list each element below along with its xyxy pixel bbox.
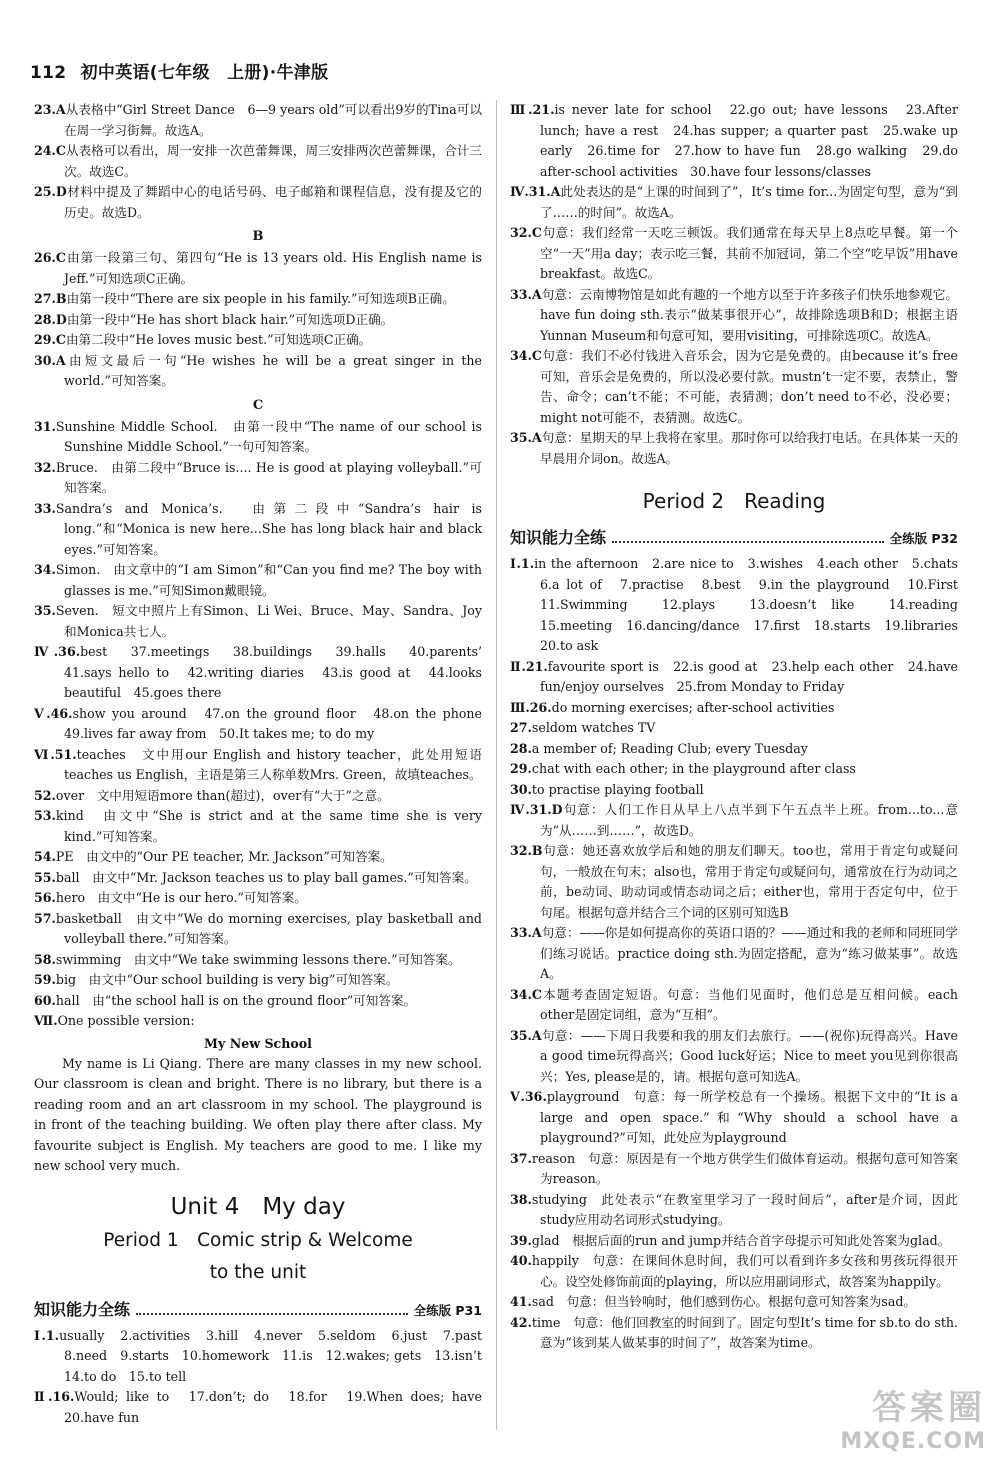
answer-item [34, 499, 482, 561]
answer-item [34, 970, 482, 991]
right-column [510, 100, 971, 1354]
answer-item [34, 704, 495, 745]
answer-text: Would; like to 17.don’t; do 18.for 19.When does; have 20.have fun [64, 1389, 495, 1425]
answer-text: 句意：——你是如何提高你的英语口语的？——通过和我的老师和同班同学们练习说话。practice doing sth.为固定搭配，意为“练习做某事”。故选A。 [540, 925, 958, 981]
answer-text: sad 句意：但当铃响时，他们感到伤心。根据句意可知答案为sad。 [531, 1294, 917, 1309]
answer-number: Ⅳ.31.A [510, 184, 561, 199]
answer-number: 29.C [34, 332, 66, 347]
answer-number: Ⅵ.51. [34, 746, 77, 762]
exercise-section-label: 知识能力全练 [34, 1299, 131, 1319]
answer-item [510, 698, 958, 719]
answer-number: 33.A [510, 286, 542, 302]
answer-number: Ⅲ.21. [510, 102, 555, 117]
exercise-section-label: 知识能力全练 [510, 528, 607, 547]
answer-number: 35.A [510, 1027, 542, 1043]
answer-item [510, 428, 958, 469]
answer-number: Ⅱ.21. [510, 658, 548, 674]
answer-number: 24.C [34, 143, 66, 158]
answer-number: Ⅲ.26. [510, 699, 552, 715]
answer-number: 27.B [34, 291, 67, 306]
answer-text: do morning exercises; after-school activities [551, 699, 835, 715]
period-title: Period 2 Reading [642, 489, 826, 513]
answer-text: best 37.meetings 38.buildings 39.halls 40.parents’ 41.says hello to 42.writing diaries 43.is good at 44.looks beautiful 45.goes there [64, 644, 495, 700]
answer-text: 句意：我们不必付钱进入音乐会，因为它是免费的。由because it’s free可知，音乐会是免费的，所以没必要付款。mustn’t一定不要，表禁止，警告、命令；can’t不能；不可能，表猜测；don’t need to不必，没必要；might not可能不，表猜测。故选C。 [540, 348, 958, 425]
answer-number: 39. [510, 1232, 532, 1248]
answer-text: a member of; Reading Club; every Tuesday [531, 740, 808, 756]
answer-number: 56. [34, 890, 56, 905]
answer-text: ball 由文中“Mr. Jackson teaches us to play ball games.”可知答案。 [55, 869, 477, 885]
answer-list [34, 417, 495, 1032]
answer-item [510, 780, 958, 801]
answer-item [510, 800, 958, 841]
answer-number: 29. [510, 761, 532, 776]
exercise-section-bar [34, 1297, 482, 1320]
answer-item [510, 718, 958, 739]
answer-item [510, 285, 958, 347]
answer-number: 32.B [510, 843, 543, 858]
answer-text: Sunshine Middle School. 由第一段中“The name of our school is Sunshine Middle School.”一句可知答案。 [55, 418, 482, 454]
answer-number: 34. [34, 562, 56, 577]
answer-item [34, 909, 482, 950]
answer-item [34, 182, 482, 223]
answer-number: 38. [510, 1191, 532, 1207]
answer-list [510, 554, 971, 1354]
answer-item [34, 100, 482, 141]
exercise-page-ref: 全练版 P32 [889, 531, 958, 546]
column-divider [496, 100, 497, 1430]
answer-text: teaches 文中用our English and history teacher，此处用短语teaches us English，主语是第三人称单数Mrs. Green，故填teaches。 [64, 746, 482, 782]
answer-list [510, 100, 958, 469]
answer-item [510, 1026, 958, 1088]
dotted-leader [136, 1313, 408, 1315]
answer-item [510, 739, 958, 760]
answer-number: 40. [510, 1253, 532, 1268]
answer-number: 35.A [510, 430, 542, 445]
watermark-url: MXQE.COM [840, 1429, 986, 1454]
answer-item [510, 346, 958, 428]
answer-number: 58. [34, 951, 56, 967]
answer-text: seldom watches TV [531, 720, 656, 735]
watermark-logo [840, 1380, 986, 1454]
essay-title: My New School [204, 1035, 312, 1051]
answer-item [34, 991, 482, 1012]
answer-number: Ⅰ.1. [510, 556, 535, 571]
answer-item [510, 841, 958, 923]
answer-text: 句意：云南博物馆是如此有趣的一个地方以至于许多孩子们快乐地参观它。have fun doing sth.表示“做某事很开心”，故排除选项B和D；根据主语Yunnan Museum和句意可知，要用visiting，可排除选项C。故选A。 [540, 286, 958, 343]
answer-text: 材料中提及了舞蹈中心的电话号码、电子邮箱和课程信息，没有提及它的历史。故选D。 [64, 184, 482, 220]
answer-number: 28. [510, 740, 532, 756]
answer-item [510, 759, 958, 780]
answer-number: 60. [34, 992, 56, 1008]
answer-item [34, 141, 482, 182]
answer-text: playground 句意：每一所学校总有一个操场。根据下文中的“It is a large and open space.”和“Why should a school have a playground?”可知，此处应为playground [540, 1089, 958, 1145]
answer-item [34, 847, 482, 868]
answer-item [34, 642, 495, 704]
answer-number: 52. [34, 787, 56, 803]
answer-number: 33.A [510, 925, 542, 940]
watermark-text: 答案圈 [872, 1388, 986, 1428]
answer-number: 32.C [510, 225, 542, 240]
dotted-leader [612, 541, 884, 543]
answer-text: 句意：星期天的早上我将在家里。那时你可以给我打电话。在具体某一天的早晨用介词on。故选A。 [540, 430, 958, 466]
answer-text: over 文中用短语more than(超过)，over有“大于”之意。 [55, 787, 390, 803]
answer-text: big 由文中“Our school building is very big”可知答案。 [55, 972, 399, 987]
answer-text: 由第一段中“There are six people in his family.”可知选项B正确。 [66, 291, 455, 306]
answer-text: 本题考查固定短语。句意：当他们见面时，他们总是互相问候。each other是固定词组，意为“互相”。 [540, 986, 958, 1022]
answer-item [510, 1292, 958, 1313]
answer-text: kind 由文中“She is strict and at the same time she is very kind.”可知答案。 [55, 808, 482, 844]
exercise-page-ref: 全练版 P31 [413, 1302, 482, 1318]
answer-number: 32. [34, 459, 56, 475]
answer-item [34, 1326, 495, 1388]
answer-number: Ⅶ. [34, 1013, 58, 1028]
answer-number: 42. [510, 1314, 532, 1330]
answer-item [510, 1231, 958, 1252]
book-title: 初中英语(七年级 上册)·牛津版 [80, 63, 329, 83]
answer-text: 句意：我们经常一天吃三顿饭。我们通常在每天早上8点吃早餐。第一个空“一天”用a day；表示吃三餐，其前不加冠词，第二个空“吃早饭”用have breakfast。故选C。 [540, 225, 958, 281]
answer-text: 从表格可以看出，周一安排一次芭蕾舞课，周三安排两次芭蕾舞课，合计三次。故选C。 [64, 143, 482, 179]
answer-number: 34.C [510, 986, 542, 1002]
answer-item [510, 1149, 958, 1190]
answer-item [34, 248, 482, 289]
answer-number: 53. [34, 808, 56, 823]
answer-number: 31. [34, 418, 56, 434]
answer-number: 28.D [34, 311, 67, 327]
answer-number: 30.A [34, 352, 66, 368]
answer-text: 由短文最后一句“He wishes he will be a great singer in the world.”可知答案。 [64, 352, 482, 388]
answer-text: hero 由文中“He is our hero.”可知答案。 [55, 890, 307, 905]
answer-text: studying 此处表示“在教室里学习了一段时间后”，after是介词，因此study应用动名词形式studying。 [531, 1191, 958, 1227]
answer-number: Ⅰ.1. [34, 1327, 60, 1343]
answer-text: Simon. 由文章中的“I am Simon”和“Can you find me? The boy with glasses is me.”可知Simon戴眼镜。 [55, 562, 482, 598]
answer-text: 由第一段第三句、第四句“He is 13 years old. His English name is Jeff.”可知选项C正确。 [64, 250, 482, 286]
answer-item [34, 351, 482, 392]
answer-number: 27. [510, 720, 532, 735]
unit-title: Unit 4 My day [170, 1193, 346, 1220]
answer-item [510, 1190, 958, 1231]
answer-item [34, 950, 482, 971]
answer-item [510, 182, 958, 223]
answer-item [34, 330, 482, 351]
answer-text: 从表格中“Girl Street Dance 6—9 years old”可以看出9岁的Tina可以在周一学习街舞。故选A。 [64, 102, 482, 138]
answer-text: happily 句意：在课间休息时间，我们可以看到许多女孩和男孩玩得很开心。设空处修饰前面的playing，所以应用副词形式，故答案为happily。 [531, 1253, 958, 1289]
answer-text: is never late for school 22.go out; have lessons 23.After lunch; have a rest 24.has supper; a quarter past 25.wake up early 26.time for 27.how to have fun 28.go walking 29.do after-school activities 30.have four lessons/classes [540, 102, 958, 179]
answer-item [34, 601, 482, 642]
answer-list [34, 248, 482, 392]
exercise-section-bar [510, 525, 958, 548]
answer-text: time 句意：他们回教室的时间到了。固定句型It’s time for sb.to do sth.意为“该到某人做某事的时间了”，故答案为time。 [531, 1314, 958, 1350]
period-title-line2: to the unit [209, 1261, 307, 1283]
left-column [34, 100, 495, 1428]
answer-list [34, 100, 482, 223]
answer-number: 25.D [34, 184, 67, 199]
answer-text: Sandra’s and Monica’s. 由第二段中“Sandra’s hair is long.”和“Monica is new here...She has long black hair and black eyes.”可知答案。 [55, 500, 482, 557]
answer-item [510, 657, 958, 698]
answer-number: 59. [34, 972, 56, 987]
answer-text: in the afternoon 2.are nice to 3.wishes 4.each other 5.chats 6.a lot of 7.practise 8.best 9.in the playground 10.First 11.Swimming 12.plays 13.doesn’t like 14.reading 15.meeting 16.dancing/dance 17.first 18.starts 19.libraries 20.to ask [534, 556, 971, 653]
answer-number: 35. [34, 603, 56, 618]
answer-item [510, 1251, 958, 1292]
answer-item [34, 786, 482, 807]
answer-item [510, 100, 958, 182]
answer-item [34, 310, 482, 331]
page-header [30, 58, 328, 83]
answer-item [34, 868, 482, 889]
answer-text: reason 句意：原因是有一个地方供学生们做体育运动。根据句意可知答案为reason。 [531, 1150, 958, 1186]
answer-text: glad 根据后面的run and jump并结合首字母提示可知此处答案为glad。 [531, 1232, 951, 1248]
answer-text: hall 由“the school hall is on the ground floor”可知答案。 [55, 992, 417, 1008]
section-heading-c: C [252, 397, 264, 413]
answer-item [34, 417, 482, 458]
answer-item [510, 223, 958, 285]
answer-item [510, 1087, 958, 1149]
answer-number: Ⅴ.46. [34, 705, 73, 721]
answer-number: 41. [510, 1294, 532, 1309]
answer-number: 57. [34, 910, 56, 926]
answer-text: 句意：她还喜欢放学后和她的朋友们聊天。too也，常用于肯定句或疑问句，一般放在句末；also也，常用于肯定句或疑问句，通常放在行为动词之前，be动词、助动词或情态动词之后；either也，常用于否定句中，位于句尾。根据句意并结合三个词的区别可知选B [540, 843, 958, 920]
answer-item [34, 806, 482, 847]
answer-number: Ⅱ.16. [34, 1389, 75, 1404]
answer-item [34, 458, 482, 499]
answer-item [34, 1011, 482, 1032]
answer-text: 由第一段中“He has short black hair.”可知选项D正确。 [66, 311, 394, 327]
answer-item [34, 289, 482, 310]
answer-list [34, 1326, 495, 1429]
answer-item [510, 985, 958, 1026]
answer-text: Seven. 短文中照片上有Simon、Li Wei、Bruce、May、Sandra、Joy和Monica共七人。 [55, 603, 482, 639]
answer-text: 此处表达的是“上课的时间到了”，It’s time for...为固定句型，意为“到了……的时间”。故选A。 [540, 184, 958, 220]
answer-text: One possible version: [57, 1013, 195, 1028]
answer-text: PE 由文中的“Our PE teacher, Mr. Jackson”可知答案。 [55, 849, 393, 864]
answer-item [34, 1387, 495, 1428]
answer-text: to practise playing football [531, 781, 704, 797]
answer-text: 句意：人们工作日从早上八点半到下午五点半上班。from...to...意为“从……到……”，故选D。 [540, 802, 958, 838]
essay-body: My name is Li Qiang. There are many classes in my new school. Our classroom is clean and bright. There is no library, but there is a reading room and an art classroom in my school. The playground is in front of the teaching building. We often play there after class. My favourite subject is English. My teachers are good to me. I like my new school very much. [34, 1055, 482, 1173]
answer-text: chat with each other; in the playground after class [531, 761, 856, 776]
answer-item [34, 560, 482, 601]
answer-number: Ⅳ.31.D [510, 802, 563, 817]
page-number: 112 [30, 63, 67, 83]
answer-number: 33. [34, 500, 56, 516]
answer-item [510, 1313, 958, 1354]
answer-text: favourite sport is 22.is good at 23.help each other 24.have fun/enjoy ourselves 25.from Monday to Friday [540, 658, 958, 694]
answer-number: Ⅳ.36. [34, 644, 81, 659]
answer-text: basketball 由文中“We do morning exercises, play basketball and volleyball there.”可知答案。 [55, 910, 482, 946]
answer-number: 54. [34, 849, 56, 864]
answer-item [510, 554, 971, 657]
answer-item [34, 745, 482, 786]
answer-text: show you around 47.on the ground floor 48.on the phone 49.lives far away from 50.It takes me; to do my [64, 705, 495, 741]
answer-text: Bruce. 由第二段中“Bruce is.... He is good at playing volleyball.”可知答案。 [55, 459, 482, 495]
answer-number: 26.C [34, 250, 66, 265]
answer-item [510, 923, 958, 985]
answer-text: 由第二段中“He loves music best.”可知选项C正确。 [65, 332, 372, 347]
period-title-line1: Period 1 Comic strip & Welcome [103, 1229, 413, 1251]
answer-text: swimming 由文中“We take swimming lessons there.”可知答案。 [55, 951, 461, 967]
answer-number: 55. [34, 869, 56, 885]
section-heading-b: B [252, 229, 264, 244]
answer-text: usually 2.activities 3.hill 4.never 5.seldom 6.just 7.past 8.need 9.starts 10.homework 11.is 12.wakes; gets 13.isn’t 14.to do 15.to tell [59, 1327, 495, 1384]
answer-item [34, 888, 482, 909]
answer-number: 34.C [510, 348, 542, 363]
answer-number: 30. [510, 781, 532, 797]
answer-number: Ⅴ.36. [510, 1089, 547, 1104]
answer-number: 37. [510, 1150, 532, 1166]
answer-text: 句意：——下周日我要和我的朋友们去旅行。——(祝你)玩得高兴。Have a good time玩得高兴；Good luck好运；Nice to meet you见到你很高兴；Yes, please是的，请。根据句意可知选A。 [540, 1027, 958, 1084]
answer-number: 23.A [34, 102, 66, 117]
